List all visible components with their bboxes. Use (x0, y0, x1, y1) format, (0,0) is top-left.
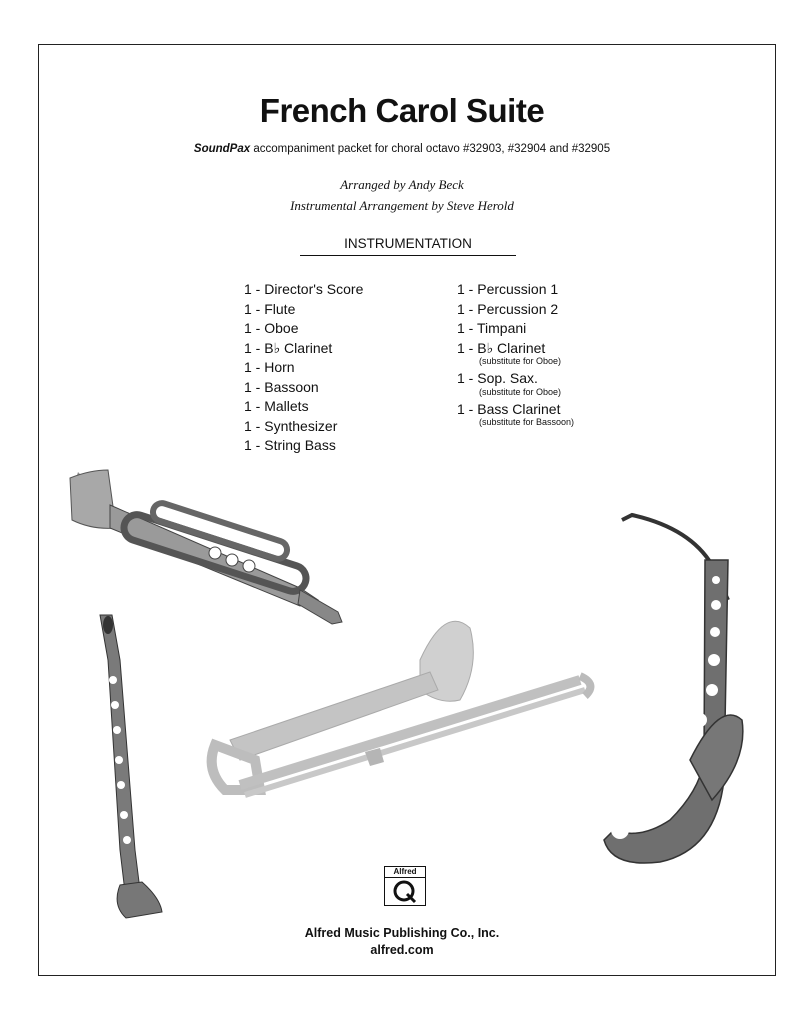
substitute-note: (substitute for Bassoon) (479, 417, 575, 427)
list-item: 1 - Sop. Sax. (457, 370, 538, 386)
logo-text: Alfred (385, 867, 425, 878)
page-title: French Carol Suite (259, 92, 545, 129)
alfred-logo-icon (384, 866, 426, 906)
substitute-note: (substitute for Oboe) (479, 356, 562, 366)
list-item: 1 - Horn (244, 359, 295, 375)
list-item: 1 - Flute (244, 300, 296, 317)
list-item: 1 - Bass Clarinet (457, 400, 561, 417)
list-item: 1 - Synthesizer (244, 417, 338, 434)
subtitle-text: accompaniment packet for choral octavo #32903, #32904 and #32905 (250, 143, 611, 155)
list-item: 1 - Oboe (244, 320, 299, 336)
list-item: 1 - Bassoon (244, 378, 319, 395)
list-item: 1 - Timpani (457, 320, 527, 336)
list-item: 1 - Mallets (244, 398, 309, 414)
trombone-icon (212, 621, 591, 795)
publisher-website: alfred.com (370, 943, 434, 957)
list-item: 1 - B♭ Clarinet (244, 339, 333, 356)
instrumentation-heading: INSTRUMENTATION (300, 236, 516, 256)
saxophone-icon (604, 515, 743, 863)
list-item: 1 - Percussion 2 (457, 300, 559, 317)
arranger-credit: Arranged by Andy Beck (340, 177, 464, 192)
list-item: 1 - Director's Score (244, 281, 364, 297)
list-item: 1 - String Bass (244, 437, 336, 453)
publisher-name: Alfred Music Publishing Co., Inc. (304, 926, 500, 940)
trumpet-icon (70, 470, 342, 624)
clarinet-icon (100, 615, 162, 918)
list-item: 1 - B♭ Clarinet (457, 339, 546, 356)
subtitle-brand: SoundPax (193, 143, 251, 155)
list-item: 1 - Percussion 1 (457, 281, 559, 297)
substitute-note: (substitute for Oboe) (479, 386, 562, 397)
instrumental-credit: Instrumental Arrangement by Steve Herold (290, 198, 514, 213)
logo-emblem-icon (385, 878, 424, 904)
